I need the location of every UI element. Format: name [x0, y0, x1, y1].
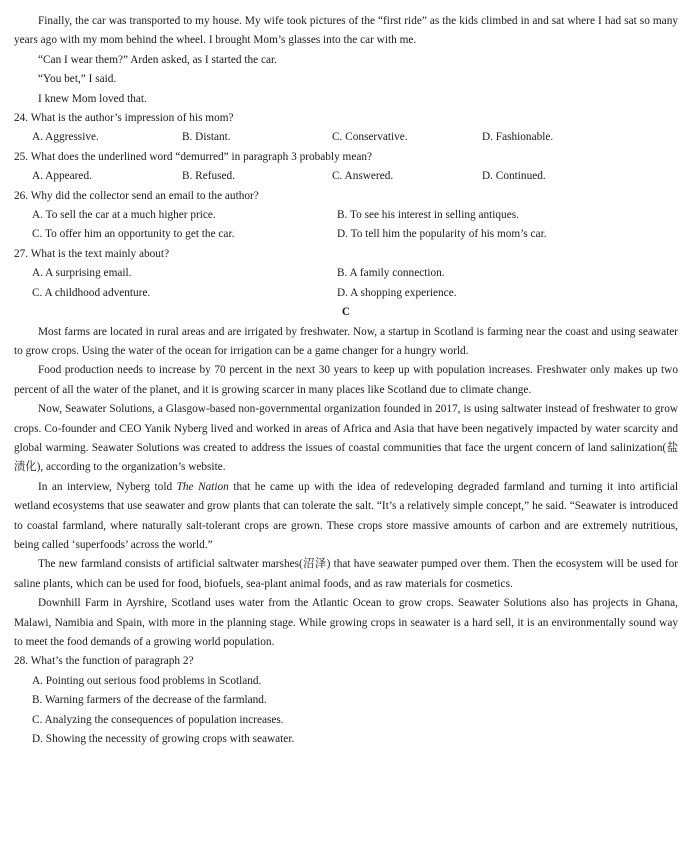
question-27-options-row2 [14, 284, 678, 303]
question-28-stem: 28. What’s the function of paragraph 2? [14, 655, 194, 668]
option-c: C. Conservative. [332, 131, 408, 144]
option-a: A. Appeared. [32, 170, 92, 183]
option-b: B. Refused. [182, 170, 236, 183]
option-d: D. A shopping experience. [337, 286, 457, 299]
question-26-options-row1 [14, 206, 678, 225]
option-d: D. To tell him the popularity of his mom’s car. [337, 228, 547, 241]
option-c: C. To offer him an opportunity to get the car. [32, 228, 235, 241]
option-c: C. Answered. [332, 170, 394, 183]
question-26-options-row2 [14, 225, 678, 244]
paragraph-c4-text-end: that he came up with the idea of redeveloping degraded farmland and turning it into artificial wetland ecosystems that use seawater and grow plants that can tolerate the salt. “It’s a relatively simple concept,” he said. “Seawater is introduced to coastal farmland, where naturally salt-tolerant crops are grown. These crops store massive amounts of carbon and are extremely nutritious, being called ‘superfoods’ across the world.” [14, 480, 679, 551]
option-a: A. To sell the car at a much higher price. [32, 209, 216, 222]
option-a: A. Pointing out serious food problems in Scotland. [32, 674, 262, 687]
paragraph-c4-text-start: In an interview, Nyberg told [38, 480, 177, 493]
question-25-stem: 25. What does the underlined word “demurred” in paragraph 3 probably mean? [14, 150, 373, 163]
option-c: C. Analyzing the consequences of population increases. [32, 713, 284, 726]
closing-line: I knew Mom loved that. [38, 92, 147, 105]
option-c: C. A childhood adventure. [32, 286, 151, 299]
question-27-options-row1 [14, 264, 678, 283]
option-b: B. A family connection. [337, 267, 445, 280]
paragraph-c3: Now, Seawater Solutions, a Glasgow-based non-governmental organization founded in 2017, is using saltwater instead of freshwater to grow crops. Co-founder and CEO Yanik Nyberg lived and worked in areas of Africa and Asia that have been negatively impacted by water scarcity and global warming. Seawater Solutions was created to address the issues of coastal communities that face the urgent concern of land salinization(盐渍化), according to the organization’s website. [14, 403, 678, 474]
option-d: D. Showing the necessity of growing crops with seawater. [32, 733, 295, 746]
publication-title: The Nation [176, 480, 229, 493]
question-27-stem: 27. What is the text mainly about? [14, 247, 170, 260]
paragraph-c4 [14, 478, 678, 556]
paragraph-c6: Downhill Farm in Ayrshire, Scotland uses water from the Atlantic Ocean to grow crops. Seawater Solutions also has projects in Ghana, Malawi, Namibia and Spain, with more in the planning stage. While growing crops in seawater is a hard sell, it is an environmentally sound way to meet the food demands of a growing world population. [14, 597, 678, 648]
question-24-options [14, 128, 678, 147]
option-d: D. Continued. [482, 170, 546, 183]
section-heading: C [341, 306, 351, 319]
question-24-stem: 24. What is the author’s impression of his mom? [14, 112, 234, 125]
paragraph-b-final: Finally, the car was transported to my house. My wife took pictures of the “first ride” as the kids climbed in and sat where I had sat so many years ago with my mom behind the wheel. I brought Mom’s glasses into the car with me. [14, 15, 678, 47]
question-26-stem: 26. Why did the collector send an email to the author? [14, 189, 259, 202]
question-25-options [14, 167, 678, 186]
paragraph-c5: The new farmland consists of artificial saltwater marshes(沼泽) that have seawater pumped over them. Then the ecosystem will be used for saline plants, which can be used for food, biofuels, sea-plant animal foods, and as raw materials for cosmetics. [14, 558, 678, 590]
option-b: B. Distant. [182, 131, 231, 144]
option-d: D. Fashionable. [482, 131, 554, 144]
option-a: A. A surprising email. [32, 267, 132, 280]
paragraph-c1: Most farms are located in rural areas and are irrigated by freshwater. Now, a startup in Scotland is farming near the coast and using seawater to grow crops. Using the water of the ocean for irrigation can be a game changer for a hungry world. [14, 325, 678, 357]
option-b: B. Warning farmers of the decrease of the farmland. [32, 694, 267, 707]
option-b: B. To see his interest in selling antiques. [337, 209, 519, 222]
dialogue-line: “Can I wear them?” Arden asked, as I started the car. [38, 53, 278, 66]
paragraph-c2: Food production needs to increase by 70 percent in the next 30 years to keep up with population increases. Freshwater only makes up two percent of all the water of the planet, and it is growing scarcer in many places like Scotland due to climate change. [14, 364, 678, 396]
dialogue-line: “You bet,” I said. [38, 73, 117, 86]
option-a: A. Aggressive. [32, 131, 99, 144]
